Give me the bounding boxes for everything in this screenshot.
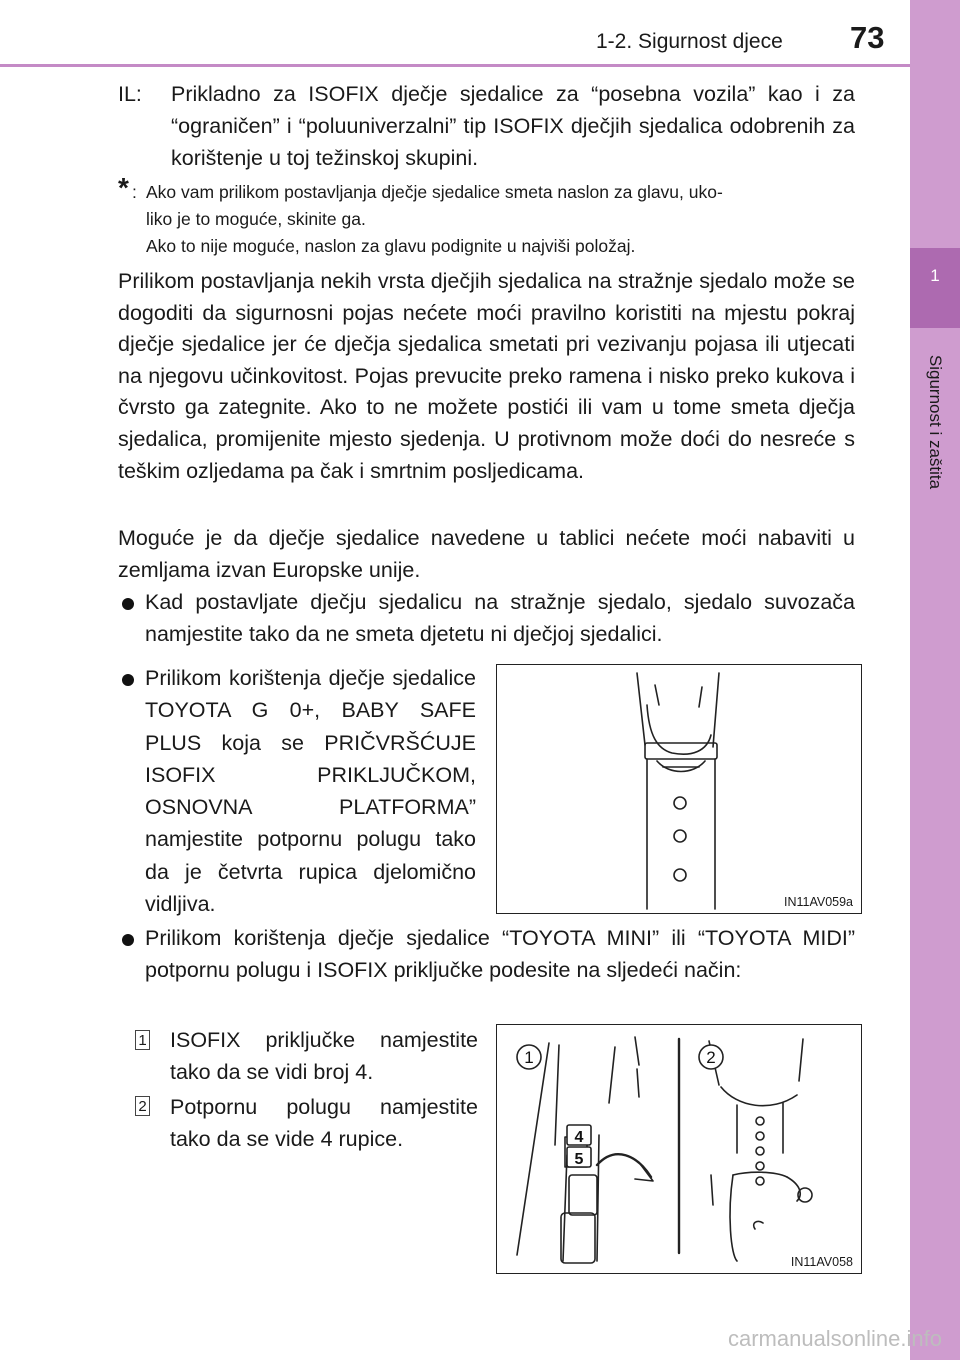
support-leg-illustration: [497, 665, 860, 912]
il-label: IL:: [118, 82, 142, 106]
step-number-1: 1: [135, 1030, 150, 1050]
isofix-adjustment-illustration: [497, 1025, 860, 1272]
chapter-number: 1: [930, 266, 940, 285]
section-title: 1-2. Sigurnost djece: [596, 30, 783, 53]
bullet-dot: [122, 934, 134, 946]
footnote-line-1: Ako vam prilikom postavljanja dječje sjedalice smeta naslon za glavu, uko-: [146, 182, 723, 202]
step-1-text: ISOFIX priključke namjestite tako da se vidi broj 4.: [170, 1028, 478, 1084]
chapter-tab-marker: [910, 248, 960, 328]
chapter-side-tab: [910, 0, 960, 1360]
bullet-item-toyota-mini-midi: Prilikom korištenja dječje sjedalice “TOYOTA MINI” ili “TOYOTA MIDI” potpornu polugu i ISOFIX priključke podesite na sljedeći način:: [145, 926, 855, 982]
page-number: 73: [850, 20, 885, 55]
bullet-dot: [122, 598, 134, 610]
bullet-dot: [122, 674, 134, 686]
isofix-tag-4: 4: [574, 1129, 584, 1146]
step-2-text: Potpornu polugu namjestite tako da se vide 4 rupice.: [170, 1095, 478, 1151]
callout-1: 1: [524, 1048, 534, 1067]
footnote-line-2: liko je to moguće, skinite ga.: [146, 209, 366, 229]
bullet-item-front-seat: Kad postavljate dječju sjedalicu na stražnje sjedalo, sjedalo suvozača namjestite tako da ne smeta djetetu ni dječjoj sjedalici.: [145, 590, 855, 646]
figure-code: IN11AV058: [790, 1255, 853, 1269]
figure-isofix-adjustment: [496, 1024, 862, 1274]
watermark: carmanualsonline.info: [727, 1326, 942, 1351]
il-definition: Prikladno za ISOFIX dječje sjedalice za “posebna vozila” kao i za “ograničen” i “poluuniverzalni” tip ISOFIX dječjih sjedalica odobrenih za korištenje u toj težinskoj skupini.: [171, 82, 855, 170]
footnote-line-3: Ako to nije moguće, naslon za glavu podignite u najviši položaj.: [146, 236, 636, 256]
bullet-item-baby-safe-plus: Prilikom korištenja dječje sjedalice TOYOTA G 0+, BABY SAFE PLUS koja se PRIČVRŠĆUJE ISOFIX PRIKLJUČKOM, OSNOVNA PLATFORMA” namjestite potpornu polugu tako da je četvrta rupica djelomično vidljiva.: [145, 666, 476, 917]
callout-2: 2: [706, 1048, 716, 1067]
paragraph-seatbelt-warning: Prilikom postavljanja nekih vrsta dječjih sjedalica na stražnje sjedalo može se dogoditi da sigurnosni pojas nećete moći pravilno koristiti na mjestu pokraj dječje sjedalice jer će dječja sjedalica smetati pri vezivanju pojasa ili utjecati na njegovu učinkovitost. Pojas prevucite preko ramena i nisko preko kukova i čvrsto ga zategnite. Ako to ne možete postići ili vam u tome smeta dječja sjedalica, promijenite mjesto sjedenja. U protivnom može doći do nesreće s teškim ozljedama pa čak i smrtnim posljedicama.: [118, 269, 855, 483]
footnote-colon: :: [132, 182, 137, 202]
isofix-tag-5: 5: [574, 1151, 584, 1168]
figure-support-leg: [496, 664, 862, 914]
chapter-title: Sigurnost i zaštita: [926, 354, 945, 490]
figure-code: IN11AV059a: [783, 895, 853, 909]
header-divider: [0, 64, 910, 67]
step-number-2: 2: [135, 1096, 150, 1116]
footnote-asterisk: *: [118, 172, 129, 203]
paragraph-availability: Moguće je da dječje sjedalice navedene u tablici nećete moći nabaviti u zemljama izvan Europske unije.: [118, 526, 855, 582]
